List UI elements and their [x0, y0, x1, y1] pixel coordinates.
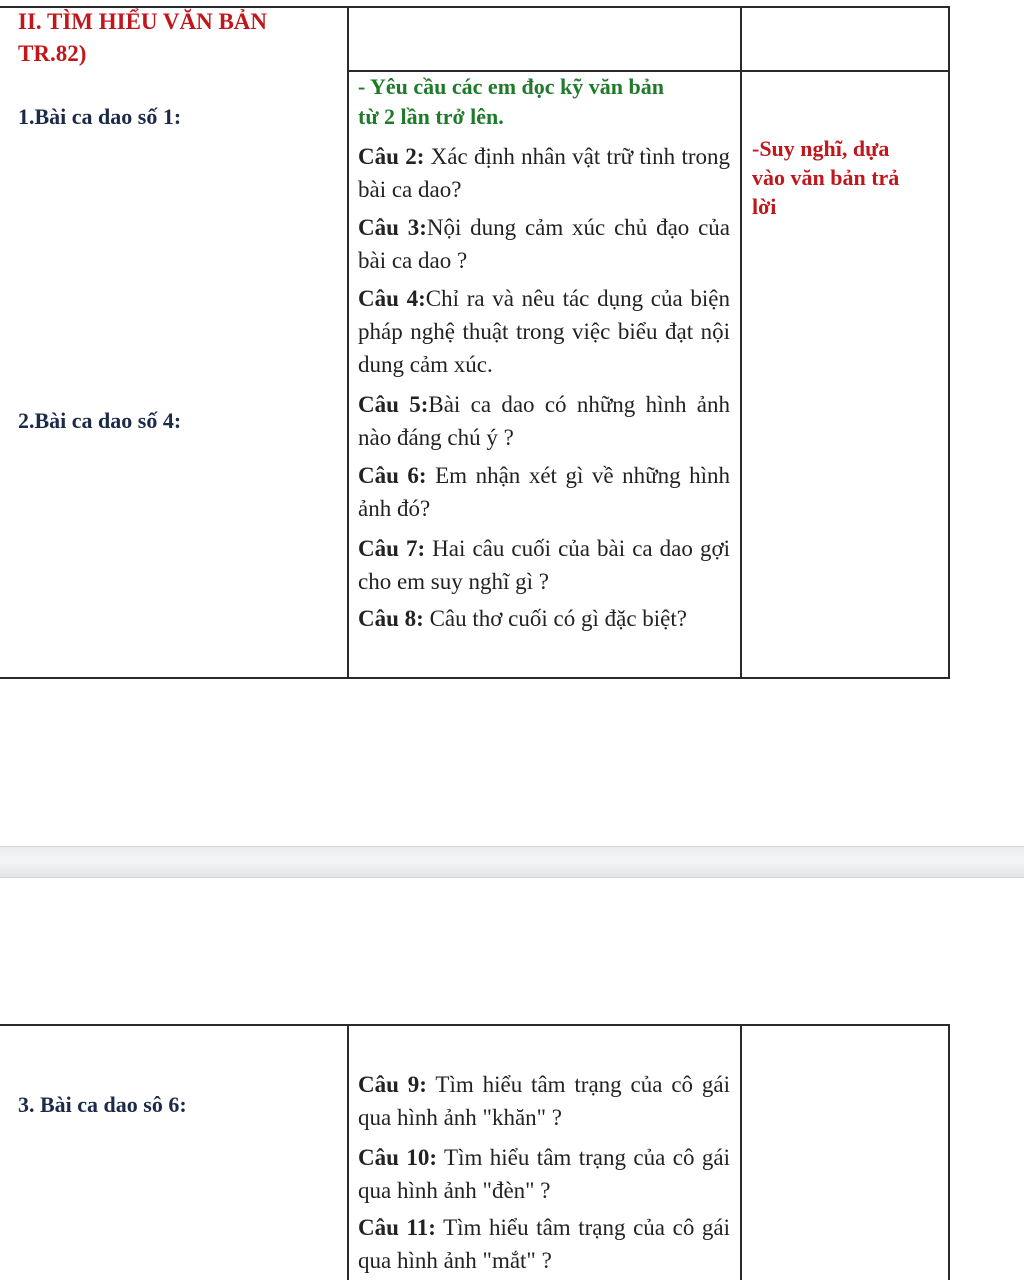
- student-task-line-2: vào văn bản trả: [752, 165, 900, 190]
- question-number: Câu 10:: [358, 1145, 437, 1170]
- question-6: [358, 459, 730, 525]
- reading-instruction: [358, 70, 664, 134]
- question-number: Câu 8:: [358, 606, 424, 631]
- student-task-line-3: lời: [752, 194, 777, 219]
- question-number: Câu 2:: [358, 144, 425, 169]
- question-number: Câu 9:: [358, 1072, 427, 1097]
- question-text: Hai câu cuối của bài ca dao gợi cho em suy nghĩ gì ?: [358, 536, 731, 594]
- section-heading-line-2: TR.82): [18, 41, 87, 66]
- table-border: [347, 6, 349, 679]
- question-text: Nội dung cảm xúc chủ đạo của bài ca dao ?: [358, 215, 730, 273]
- question-number: Câu 5:: [358, 392, 429, 417]
- student-task-line-1: -Suy nghĩ, dựa: [752, 136, 890, 161]
- question-11: [358, 1211, 730, 1277]
- question-number: Câu 6:: [358, 463, 427, 488]
- poem-6-label: 3. Bài ca dao sô 6:: [18, 1092, 187, 1117]
- question-9: [358, 1068, 730, 1134]
- student-task: [752, 134, 899, 221]
- question-text: Tìm hiểu tâm trạng của cô gái qua hình ảnh "mắt" ?: [358, 1215, 731, 1273]
- question-text: Xác định nhân vật trữ tình trong bài ca dao?: [358, 144, 730, 202]
- table-border: [740, 1024, 742, 1280]
- question-number: Câu 3:: [358, 215, 427, 240]
- page-break: [0, 846, 1024, 878]
- question-7: [358, 532, 730, 598]
- question-text: Chỉ ra và nêu tác dụng của biện pháp nghệ thuật trong việc biểu đạt nội dung cảm xúc.: [358, 286, 730, 377]
- table-border: [0, 1024, 950, 1026]
- question-5: [358, 388, 730, 454]
- question-number: Câu 4:: [358, 286, 426, 311]
- question-3: [358, 211, 730, 277]
- question-10: [358, 1141, 730, 1207]
- question-number: Câu 7:: [358, 536, 426, 561]
- question-2: [358, 140, 730, 206]
- question-4: [358, 282, 730, 381]
- table-border: [347, 1024, 349, 1280]
- reading-instruction-line-1: - Yêu cầu các em đọc kỹ văn bản: [358, 74, 664, 99]
- question-text: Tìm hiểu tâm trạng của cô gái qua hình ảnh "đèn" ?: [358, 1145, 731, 1203]
- question-8: [358, 602, 730, 635]
- question-text: Câu thơ cuối có gì đặc biệt?: [423, 606, 687, 631]
- poem-4-label: 2.Bài ca dao số 4:: [18, 408, 182, 433]
- reading-instruction-line-2: từ 2 lần trở lên.: [358, 104, 504, 129]
- question-text: Em nhận xét gì về những hình ảnh đó?: [358, 463, 730, 521]
- table-border: [948, 1024, 950, 1280]
- table-border: [740, 6, 742, 679]
- section-heading: [18, 6, 267, 70]
- question-text: Tìm hiểu tâm trạng của cô gái qua hình ảnh "khăn" ?: [358, 1072, 731, 1130]
- table-border: [0, 677, 950, 679]
- question-text: Bài ca dao có những hình ảnh nào đáng chú ý ?: [358, 392, 731, 450]
- section-heading-line-1: II. TÌM HIỂU VĂN BẢN: [18, 9, 268, 34]
- question-number: Câu 11:: [358, 1215, 436, 1240]
- table-border: [948, 6, 950, 679]
- poem-1-label: 1.Bài ca dao số 1:: [18, 104, 182, 129]
